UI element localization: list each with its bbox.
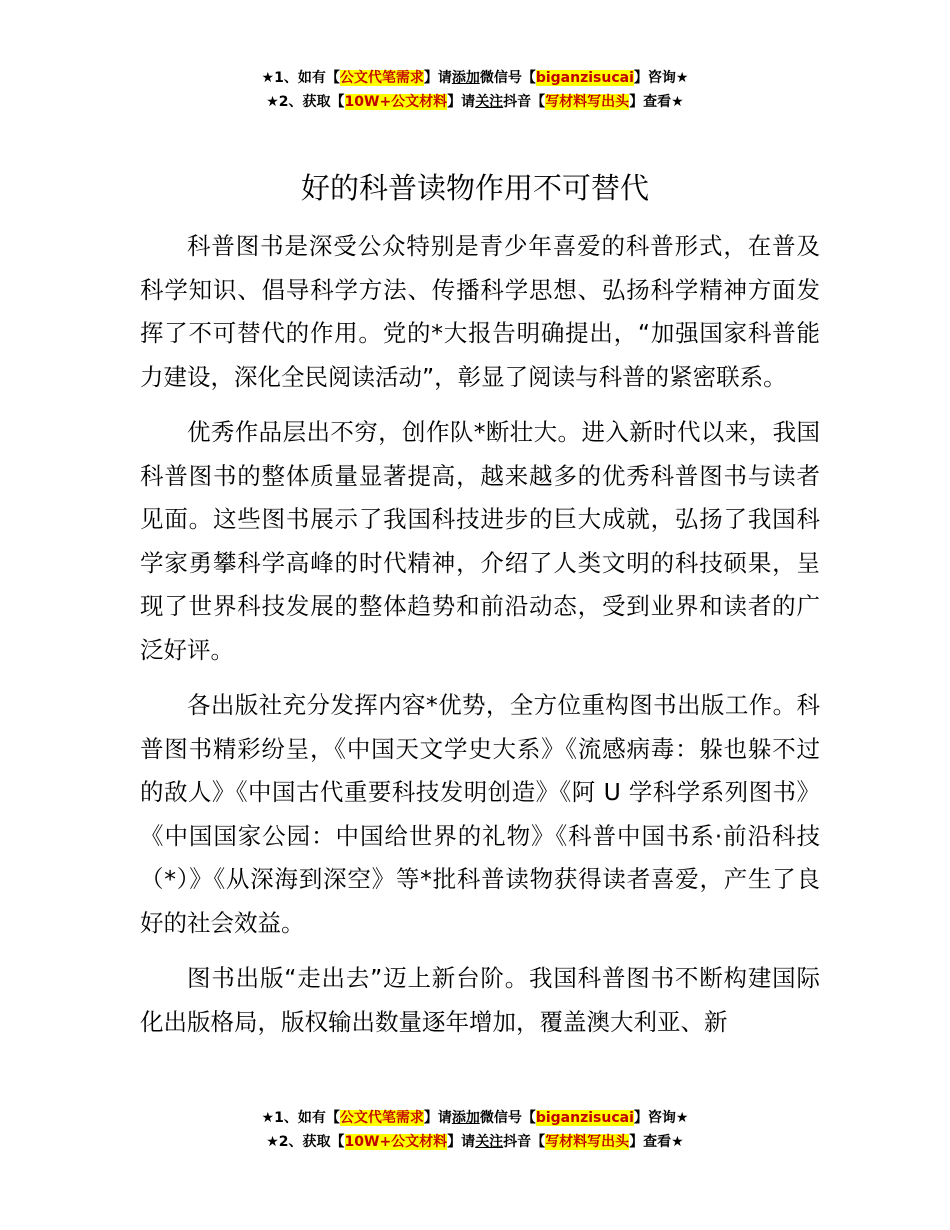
banner-highlight: 写材料写出头 <box>545 1134 630 1150</box>
banner-text: ★1、如有【 <box>261 1110 340 1126</box>
banner-text: 微信号【 <box>479 1110 536 1126</box>
body-paragraph-4: 图书出版“走出去”迈上新台阶。我国科普图书不断构建国际化出版格局，版权输出数量逐年增加，覆盖澳大利亚、新 <box>140 964 820 1036</box>
header-banner <box>0 66 950 114</box>
banner-highlight: 写材料写出头 <box>545 94 630 110</box>
banner-text: 】请 <box>423 70 452 86</box>
banner-underline: 关注 <box>475 94 504 110</box>
banner-underline: 添加 <box>451 1110 480 1126</box>
document-body <box>140 225 820 1056</box>
banner-text: ★2、获取【 <box>266 1134 345 1150</box>
footer-banner <box>0 1106 950 1154</box>
banner-text: 】请 <box>423 1110 452 1126</box>
banner-text: ★2、获取【 <box>266 94 345 110</box>
banner-text: ★1、如有【 <box>261 70 340 86</box>
header-banner-line-1 <box>0 66 950 90</box>
banner-text: 】查看★ <box>629 94 684 110</box>
banner-highlight: 10W+公文材料 <box>344 1134 448 1150</box>
banner-underline: 添加 <box>451 70 480 86</box>
banner-text: 】咨询★ <box>633 1110 689 1126</box>
banner-text: 微信号【 <box>479 70 536 86</box>
footer-banner-line-1 <box>0 1106 950 1130</box>
body-paragraph-2: 优秀作品层出不穷，创作队*断壮大。进入新时代以来，我国科普图书的整体质量显著提高，越来越多的优秀科普图书与读者见面。这些图书展示了我国科技进步的巨大成就，弘扬了我国科学家勇攀科学高峰的时代精神，介绍了人类文明的科技硕果，呈现了世界科技发展的整体趋势和前沿动态，受到业界和读者的广泛好评。 <box>140 418 820 664</box>
header-banner-line-2 <box>0 90 950 114</box>
banner-text: 】请 <box>447 94 476 110</box>
footer-banner-line-2 <box>0 1130 950 1154</box>
banner-highlight: biganzisucai <box>535 70 634 86</box>
banner-highlight: biganzisucai <box>535 1110 634 1126</box>
body-paragraph-3: 各出版社充分发挥内容*优势，全方位重构图书出版工作。科普图书精彩纷呈，《中国天文学史大系》《流感病毒：躲也躲不过的敌人》《中国古代重要科技发明创造》《阿 U 学科学系列图书》《中国国家公园：中国给世界的礼物》《科普中国书系·前沿科技（*）》《从深海到深空》等*批科普读物获得读者喜爱，产生了良好的社会效益。 <box>140 691 820 937</box>
banner-highlight: 公文代笔需求 <box>339 1110 424 1126</box>
banner-text: 抖音【 <box>503 1134 546 1150</box>
banner-highlight: 公文代笔需求 <box>339 70 424 86</box>
banner-text: 】查看★ <box>629 1134 684 1150</box>
banner-highlight: 10W+公文材料 <box>344 94 448 110</box>
body-paragraph-1: 科普图书是深受公众特别是青少年喜爱的科普形式，在普及科学知识、倡导科学方法、传播科学思想、弘扬科学精神方面发挥了不可替代的作用。党的*大报告明确提出，“加强国家科普能力建设，深化全民阅读活动”，彰显了阅读与科普的紧密联系。 <box>140 232 820 391</box>
document-title: 好的科普读物作用不可替代 <box>300 171 649 205</box>
banner-text: 】请 <box>447 1134 476 1150</box>
banner-text: 抖音【 <box>503 94 546 110</box>
banner-underline: 关注 <box>475 1134 504 1150</box>
banner-text: 】咨询★ <box>633 70 689 86</box>
